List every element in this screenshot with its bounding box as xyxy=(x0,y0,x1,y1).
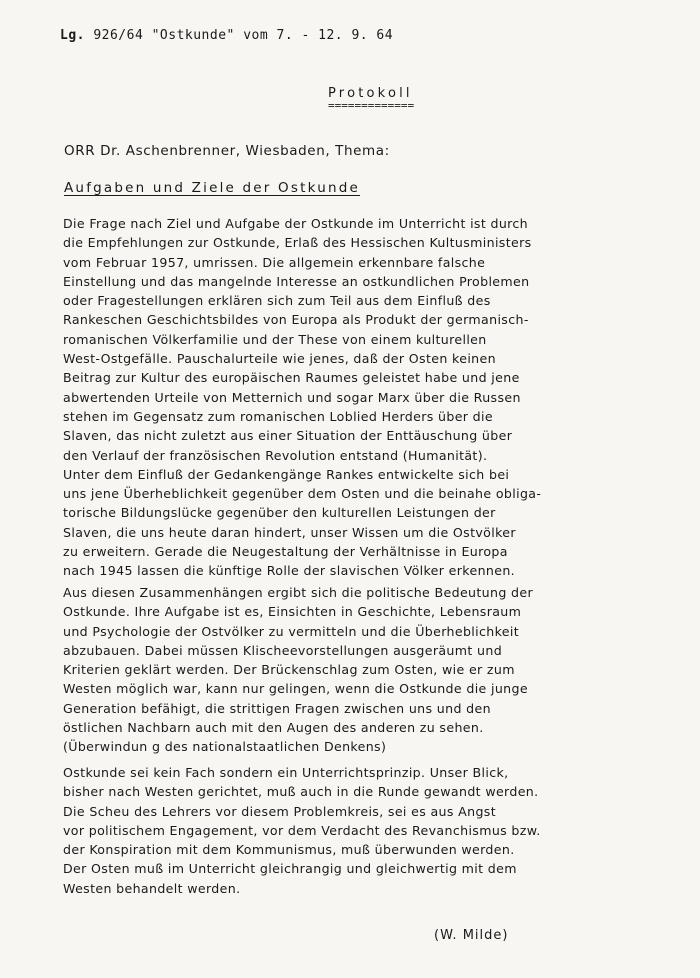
text-line: Kriterien geklärt werden. Der Brückenschlag zum Osten, wie er zum xyxy=(63,662,515,678)
text-line: Generation befähigt, die strittigen Fragen zwischen uns und den xyxy=(63,700,491,716)
text-line: Ostkunde. Ihre Aufgabe ist es, Einsichten in Geschichte, Lebensraum xyxy=(63,604,522,620)
text-line: Westen behandelt werden. xyxy=(63,880,241,896)
text-line: abzubauen. Dabei müssen Klischeevorstellungen ausgeräumt und xyxy=(63,642,503,658)
text-line: Beitrag zur Kultur des europäischen Raumes geleistet habe und jene xyxy=(63,370,520,386)
text-line: Die Scheu des Lehrers vor diesem Problemkreis, sei es aus Angst xyxy=(63,803,496,819)
text-line: bisher nach Westen gerichtet, muß auch in die Runde gewandt werden. xyxy=(63,784,539,800)
text-line: stehen im Gegensatz zum romanischen Loblied Herders über die xyxy=(63,408,493,424)
text-line: oder Fragestellungen erklären sich zum Teil aus dem Einfluß des xyxy=(63,293,491,309)
paragraph-2 xyxy=(63,583,653,757)
title-double-underline: ============= xyxy=(328,99,415,112)
text-line: Westen möglich war, kann nur gelingen, wenn die Ostkunde die junge xyxy=(63,681,528,697)
text-line: West-Ostgefälle. Pauschalurteile wie jenes, daß der Osten keinen xyxy=(63,351,496,367)
text-line: der Konspiration mit dem Kommunismus, muß überwunden werden. xyxy=(63,842,515,858)
text-line: den Verlauf der französischen Revolution entstand (Humanität). xyxy=(63,447,488,463)
text-line: Einstellung und das mangelnde Interesse an ostkundlichen Problemen xyxy=(63,273,530,289)
text-line: die Empfehlungen zur Ostkunde, Erlaß des Hessischen Kultusministers xyxy=(63,235,532,251)
text-line: torische Bildungslücke gegenüber den kulturellen Leistungen der xyxy=(63,505,496,521)
text-line: Aus diesen Zusammenhängen ergibt sich die politische Bedeutung der xyxy=(63,585,533,600)
text-line: Slaven, die uns heute daran hindert, unser Wissen um die Ostvölker xyxy=(63,524,516,540)
reference-text: 926/64 "Ostkunde" vom 7. - 12. 9. 64 xyxy=(93,28,394,43)
text-line: vor politischem Engagement, vor dem Verdacht des Revanchismus bzw. xyxy=(63,822,541,838)
document-title: Protokoll xyxy=(328,86,413,101)
text-line: romanischen Völkerfamilie und der These von einem kulturellen xyxy=(63,331,487,347)
text-line: Ostkunde sei kein Fach sondern ein Unterrichtsprinzip. Unser Blick, xyxy=(63,765,509,780)
paragraph-1 xyxy=(63,214,653,581)
paragraph-3 xyxy=(63,763,653,898)
reference-prefix: Lg. xyxy=(60,28,85,43)
text-line: abwertenden Urteile von Metternich und sogar Marx über die Russen xyxy=(63,389,521,405)
text-line: vom Februar 1957, umrissen. Die allgemein erkennbare falsche xyxy=(63,254,486,270)
text-line: östlichen Nachbarn auch mit den Augen des anderen zu sehen. xyxy=(63,720,484,736)
speaker-line: ORR Dr. Aschenbrenner, Wiesbaden, Thema: xyxy=(64,143,390,159)
text-line: und Psychologie der Ostvölker zu vermitteln und die Überheblichkeit xyxy=(63,623,520,639)
signature: (W. Milde) xyxy=(434,928,509,943)
text-line: nach 1945 lassen die künftige Rolle der slavischen Völker erkennen. xyxy=(63,563,516,579)
text-line: uns jene Überheblichkeit gegenüber dem Osten und die beinahe obliga- xyxy=(63,486,542,502)
topic-heading: Aufgaben und Ziele der Ostkunde xyxy=(64,180,360,196)
text-line: Die Frage nach Ziel und Aufgabe der Ostkunde im Unterricht ist durch xyxy=(63,216,529,231)
text-line: (Überwindun g des nationalstaatlichen Denkens) xyxy=(63,739,387,755)
reference-header xyxy=(60,28,393,43)
text-line: Unter dem Einfluß der Gedankengänge Rankes entwickelte sich bei xyxy=(63,466,510,482)
text-line: Der Osten muß im Unterricht gleichrangig und gleichwertig mit dem xyxy=(63,861,517,877)
text-line: Rankeschen Geschichtsbildes von Europa als Produkt der germanisch- xyxy=(63,312,529,328)
text-line: zu erweitern. Gerade die Neugestaltung der Verhältnisse in Europa xyxy=(63,544,508,560)
text-line: Slaven, das nicht zuletzt aus einer Situation der Enttäuschung über xyxy=(63,428,513,444)
